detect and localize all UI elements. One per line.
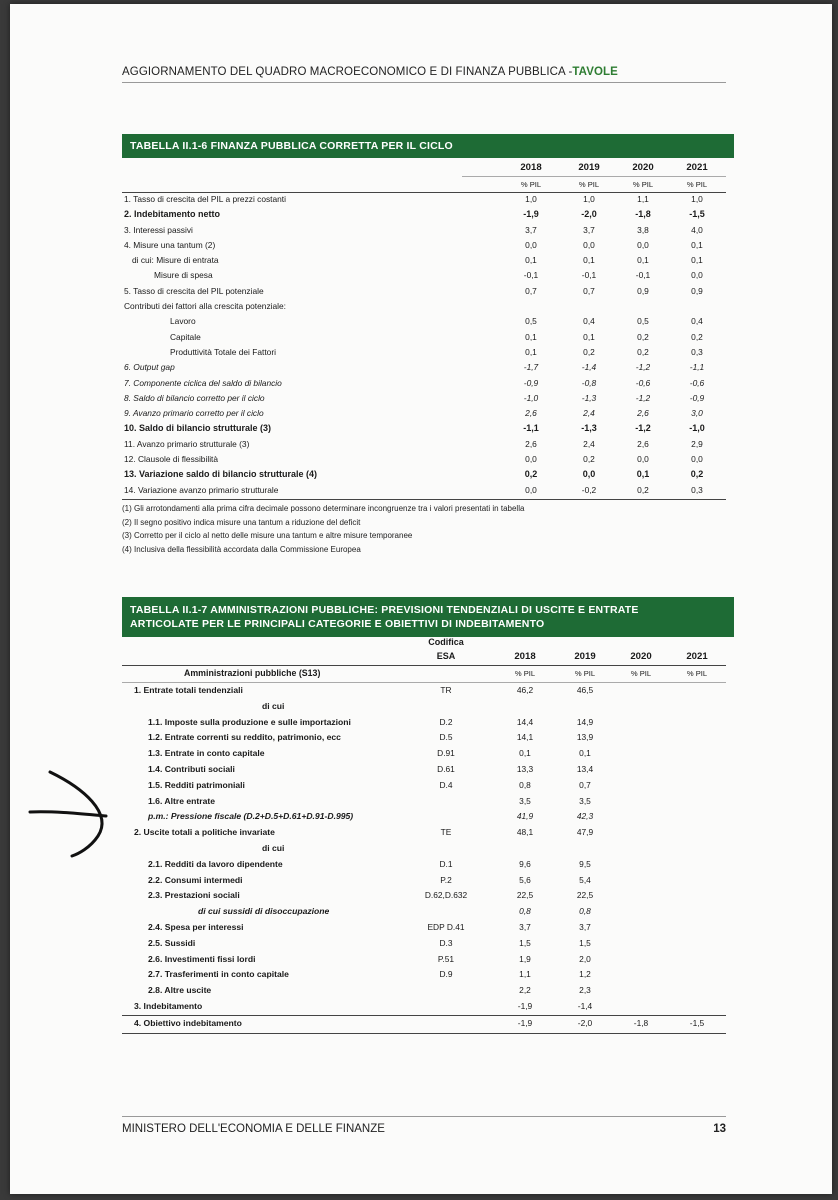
row-label: 14. Variazione avanzo primario strutturale [124, 484, 279, 495]
row-value: 0,0 [691, 270, 703, 281]
row-value: 3,7 [519, 921, 531, 932]
table-row [122, 999, 726, 1015]
table-row [122, 467, 726, 482]
row-value: 0,0 [583, 239, 595, 250]
row-value: 0,2 [690, 469, 704, 480]
table2-unit: % PIL [574, 669, 596, 678]
esa-code: D.62,D.632 [424, 890, 468, 901]
row-label: Contributi dei fattori alla crescita potenziale: [124, 301, 286, 312]
row-value: 0,1 [519, 748, 531, 759]
table-row [122, 299, 726, 314]
table-row [122, 936, 726, 952]
row-value: 46,2 [516, 685, 534, 695]
row-value: 5,6 [519, 874, 531, 885]
row-value: 0,1 [691, 239, 703, 250]
row-value: 0,8 [519, 906, 531, 917]
row-value: -1,1 [523, 423, 539, 434]
row-label: 2.8. Altre uscite [148, 985, 212, 996]
row-label: 1. Entrate totali tendenziali [134, 685, 243, 695]
table-row [122, 920, 726, 936]
row-value: 0,0 [637, 454, 649, 465]
row-label: 9. Avanzo primario corretto per il ciclo [124, 408, 264, 419]
row-label: di cui: Misure di entrata [132, 255, 219, 266]
row-value: 14,1 [516, 732, 534, 743]
row-value: 22,5 [576, 890, 594, 901]
row-value: 0,2 [583, 454, 595, 465]
table-row [122, 376, 726, 391]
table1-unit: % PIL [686, 180, 708, 189]
table-row [122, 391, 726, 406]
row-label: 1.5. Redditi patrimoniali [148, 779, 245, 790]
row-value: 0,2 [637, 346, 649, 357]
row-value: 48,1 [516, 827, 534, 838]
row-value: -0,8 [581, 377, 597, 388]
row-value: 2,3 [579, 985, 591, 996]
row-value: 3,0 [691, 408, 703, 419]
row-label: p.m.: Pressione fiscale (D.2+D.5+D.61+D.91-D.995) [148, 811, 354, 822]
table-row [122, 983, 726, 999]
row-value: -1,7 [523, 362, 539, 373]
table-row [122, 345, 726, 360]
esa-code: D.61 [437, 763, 455, 774]
row-value: 1,1 [637, 194, 649, 204]
row-value: 0,1 [691, 255, 703, 266]
row-value: -0,1 [635, 270, 651, 281]
row-value: 0,1 [636, 469, 650, 480]
row-value: -1,0 [523, 392, 539, 403]
esa-code: D.91 [437, 748, 455, 759]
divider [122, 1033, 726, 1034]
table-row [122, 452, 726, 467]
row-label: di cui [262, 700, 285, 711]
row-value: 3,7 [525, 224, 537, 235]
table1-year: 2018 [520, 162, 542, 173]
row-value: 3,5 [519, 795, 531, 806]
esa-code: P.2 [440, 874, 452, 885]
table-row [122, 794, 726, 810]
row-value: 4,0 [691, 224, 703, 235]
page-number: 13 [713, 1123, 726, 1135]
handwritten-arrow-icon [28, 768, 128, 860]
row-value: 2,2 [519, 985, 531, 996]
table2-body [122, 683, 726, 1032]
table-row [122, 841, 726, 857]
row-value: -1,3 [581, 392, 597, 403]
table1-unit: % PIL [578, 180, 600, 189]
row-value: 2,6 [525, 408, 537, 419]
row-value: -1,0 [689, 423, 705, 434]
row-value: -1,9 [523, 209, 539, 220]
note: (2) Il segno positivo indica misure una tantum a riduzione del deficit [122, 517, 361, 527]
row-label: 2.4. Spesa per interessi [148, 921, 244, 932]
table-row [122, 746, 726, 762]
table-row [122, 699, 726, 715]
row-value: 1,9 [519, 953, 531, 964]
row-value: 2,4 [583, 438, 595, 449]
row-label: 1.2. Entrate correnti su reddito, patrimonio, ecc [148, 732, 341, 743]
row-value: 0,1 [525, 346, 537, 357]
row-value: 0,5 [637, 316, 649, 327]
row-value: -1,4 [581, 362, 597, 373]
row-value: 0,0 [525, 484, 537, 495]
row-value: -1,8 [633, 1017, 649, 1028]
row-value: 5,4 [579, 874, 591, 885]
row-label: 2.3. Prestazioni sociali [148, 890, 240, 901]
row-value: 41,9 [516, 811, 534, 822]
row-value: 0,1 [579, 748, 591, 759]
row-label: Produttività Totale dei Fattori [170, 346, 276, 357]
esa-code: P.51 [437, 953, 455, 964]
row-value: 1,0 [583, 194, 595, 204]
row-value: 1,0 [691, 194, 703, 204]
row-value: 13,4 [576, 763, 594, 774]
table-row [122, 421, 726, 436]
row-value: 0,2 [637, 331, 649, 342]
row-value: 0,3 [691, 346, 703, 357]
table2-unit: % PIL [630, 669, 652, 678]
row-value: -0,9 [689, 392, 705, 403]
table1-year: 2021 [686, 162, 708, 173]
row-value: 0,2 [637, 484, 649, 495]
table2-year: 2019 [574, 651, 596, 662]
row-value: 0,5 [525, 316, 537, 327]
document-page [10, 4, 832, 1194]
row-value: -1,5 [689, 1017, 705, 1028]
table1-title: TABELLA II.1-6 FINANZA PUBBLICA CORRETTA PER IL CICLO [122, 134, 734, 158]
row-value: -0,1 [581, 270, 597, 281]
row-value: 46,5 [576, 685, 594, 695]
row-value: 2,9 [691, 438, 703, 449]
row-label: 1.3. Entrate in conto capitale [148, 748, 265, 759]
row-value: -1,5 [689, 209, 705, 220]
row-value: 0,0 [525, 454, 537, 465]
row-value: -1,2 [635, 392, 651, 403]
table2-title-line2: ARTICOLATE PER LE PRINCIPALI CATEGORIE E OBIETTIVI DI INDEBITAMENTO [130, 618, 545, 630]
table-row [122, 683, 726, 699]
row-value: 0,1 [637, 255, 649, 266]
row-label: 6. Output gap [124, 362, 175, 373]
table2-title-line1: TABELLA II.1-7 AMMINISTRAZIONI PUBBLICHE: PREVISIONI TENDENZIALI DI USCITE E ENTRATE [130, 604, 639, 616]
table2-unit: % PIL [686, 669, 708, 678]
table1-unit: % PIL [632, 180, 654, 189]
header-title: AGGIORNAMENTO DEL QUADRO MACROECONOMICO E DI FINANZA PUBBLICA - [122, 66, 573, 78]
table-row [122, 873, 726, 889]
row-value: -1,4 [577, 1000, 593, 1011]
table2-unit-row [122, 666, 726, 681]
row-value: -1,2 [635, 423, 651, 434]
esa-code: TE [440, 827, 452, 838]
row-label: 8. Saldo di bilancio corretto per il ciclo [124, 392, 265, 403]
row-value: -0,9 [523, 377, 539, 388]
row-value: 1,0 [525, 194, 537, 204]
row-label: 5. Tasso di crescita del PIL potenziale [124, 285, 264, 296]
row-value: 13,3 [516, 763, 534, 774]
row-label: 2.2. Consumi intermedi [148, 874, 243, 885]
sector-label: Amministrazioni pubbliche (S13) [184, 668, 321, 678]
table2-year: 2021 [686, 651, 708, 662]
esa-code: D.9 [439, 969, 453, 980]
esa-code: D.1 [439, 858, 453, 869]
esa-code: D.2 [439, 716, 453, 727]
row-value: -1,3 [581, 423, 597, 434]
row-value: 22,5 [516, 890, 534, 901]
table2-title [122, 597, 734, 637]
row-label: di cui [262, 842, 285, 853]
row-value: 0,1 [525, 255, 537, 266]
table2-unit: % PIL [514, 669, 536, 678]
row-value: -0,6 [689, 377, 705, 388]
page-footer [122, 1116, 726, 1135]
table1-unit: % PIL [520, 180, 542, 189]
table-row [122, 268, 726, 283]
table1-body [122, 192, 726, 498]
row-value: 0,7 [525, 285, 537, 296]
esa-code: D.5 [439, 732, 453, 743]
row-value: 0,7 [583, 285, 595, 296]
table-row [122, 715, 726, 731]
row-value: 3,8 [637, 224, 649, 235]
table-row [122, 809, 726, 825]
row-value: 2,0 [579, 953, 591, 964]
table1-unit-header [122, 177, 726, 192]
row-label: 2.6. Investimenti fissi lordi [148, 953, 256, 964]
row-value: 1,2 [579, 969, 591, 980]
row-value: -0,1 [523, 270, 539, 281]
table-row [122, 857, 726, 873]
row-value: 0,2 [691, 331, 703, 342]
row-value: 0,0 [691, 454, 703, 465]
row-label: 2.1. Redditi da lavoro dipendente [148, 858, 283, 869]
row-value: 0,8 [519, 779, 531, 790]
row-label: 3. Indebitamento [134, 1000, 203, 1011]
page-header [122, 66, 726, 83]
table1-notes [122, 502, 572, 556]
row-value: 47,9 [576, 827, 594, 838]
row-value: 2,6 [637, 408, 649, 419]
row-value: 0,1 [525, 331, 537, 342]
row-value: -0,6 [635, 377, 651, 388]
row-label: 11. Avanzo primario strutturale (3) [124, 438, 250, 449]
row-value: 0,7 [579, 779, 591, 790]
row-label: Capitale [170, 331, 201, 342]
row-value: -2,0 [577, 1017, 593, 1028]
row-label: 2.5. Sussidi [148, 937, 196, 948]
row-value: 2,4 [583, 408, 595, 419]
row-value: 3,7 [579, 921, 591, 932]
row-value: -1,2 [635, 362, 651, 373]
row-value: 0,0 [582, 469, 596, 480]
footer-ministry: MINISTERO DELL'ECONOMIA E DELLE FINANZE [122, 1123, 385, 1135]
table-row [122, 253, 726, 268]
esa-code: D.4 [439, 779, 453, 790]
row-value: 14,9 [576, 716, 594, 727]
note: (4) Inclusiva della flessibilità accordata dalla Commissione Europea [122, 544, 361, 554]
divider [122, 499, 726, 500]
row-label: Lavoro [170, 316, 196, 327]
row-value: 9,6 [519, 858, 531, 869]
row-label: Misure di spesa [154, 270, 213, 281]
table-row [122, 360, 726, 375]
row-label: 4. Misure una tantum (2) [124, 239, 216, 250]
header-highlight: TAVOLE [572, 66, 618, 78]
table-row [122, 406, 726, 421]
note: (1) Gli arrotondamenti alla prima cifra decimale possono determinare incongruenze tra i valori presentati in tabella [122, 504, 525, 513]
row-label: 12. Clausole di flessibilità [124, 454, 219, 465]
row-value: 0,2 [583, 346, 595, 357]
row-value: 2,6 [525, 438, 537, 449]
row-value: 0,3 [691, 484, 703, 495]
row-label: 1.1. Imposte sulla produzione e sulle importazioni [148, 716, 351, 727]
table1-year-header [122, 160, 726, 175]
row-label: 7. Componente ciclica del saldo di bilancio [124, 377, 282, 388]
table2-header [122, 636, 726, 664]
table-row [122, 762, 726, 778]
row-value: 14,4 [516, 716, 534, 727]
table-row [122, 238, 726, 253]
row-value: 1,1 [519, 969, 531, 980]
row-value: 0,4 [691, 316, 703, 327]
row-label: 3. Interessi passivi [124, 224, 193, 235]
row-label: 4. Obiettivo indebitamento [134, 1017, 242, 1028]
row-value: 0,0 [637, 239, 649, 250]
table-row [122, 967, 726, 983]
table2-year: 2018 [514, 651, 536, 662]
table-row [122, 207, 726, 222]
row-value: 3,7 [583, 224, 595, 235]
esa-header: Codifica [428, 637, 464, 647]
table-row [122, 483, 726, 498]
row-label: 1. Tasso di crescita del PIL a prezzi costanti [124, 194, 286, 204]
row-value: -2,0 [581, 209, 597, 220]
row-value: -1,8 [635, 209, 651, 220]
table2-year: 2020 [630, 651, 652, 662]
row-label: 2. Uscite totali a politiche invariate [134, 827, 275, 838]
row-value: 42,3 [576, 811, 594, 822]
row-label: 13. Variazione saldo di bilancio strutturale (4) [124, 469, 318, 480]
note: (3) Corretto per il ciclo al netto delle misure una tantum e altre misure temporanee [122, 531, 413, 540]
table-row [122, 888, 726, 904]
table-row [122, 314, 726, 329]
row-label: 2.7. Trasferimenti in conto capitale [148, 969, 289, 980]
row-value: -1,9 [517, 1017, 533, 1028]
row-value: 0,4 [583, 316, 595, 327]
table-row [122, 330, 726, 345]
table-row [122, 437, 726, 452]
row-value: 0,8 [579, 906, 591, 917]
table-row [122, 730, 726, 746]
table1-year: 2019 [578, 162, 600, 173]
table1-year: 2020 [632, 162, 654, 173]
row-value: 0,0 [525, 239, 537, 250]
row-label: 1.6. Altre entrate [148, 795, 216, 806]
row-value: 0,2 [524, 469, 538, 480]
row-value: -1,9 [517, 1000, 533, 1011]
row-value: 0,1 [583, 255, 595, 266]
row-label: di cui sussidi di disoccupazione [198, 906, 330, 917]
esa-code: EDP D.41 [427, 921, 465, 932]
row-label: 2. Indebitamento netto [124, 209, 221, 220]
row-label: 1.4. Contributi sociali [148, 763, 235, 774]
row-value: 0,9 [637, 285, 649, 296]
row-value: 13,9 [576, 732, 594, 743]
row-value: -0,2 [581, 484, 597, 495]
row-value: 0,1 [583, 331, 595, 342]
table-row [122, 952, 726, 968]
table-row [122, 284, 726, 299]
table-row [122, 825, 726, 841]
table-row [122, 904, 726, 920]
row-value: -1,1 [689, 362, 705, 373]
table-row [122, 223, 726, 238]
row-value: 9,5 [579, 858, 591, 869]
row-value: 3,5 [579, 795, 591, 806]
row-value: 1,5 [519, 937, 531, 948]
table-row [122, 778, 726, 794]
row-value: 2,6 [637, 438, 649, 449]
esa-code: D.3 [439, 937, 453, 948]
row-value: 0,9 [691, 285, 703, 296]
row-value: 1,5 [579, 937, 591, 948]
esa-code: TR [440, 685, 452, 695]
row-label: 10. Saldo di bilancio strutturale (3) [124, 423, 272, 434]
table-row [122, 192, 726, 207]
esa-header: ESA [436, 651, 456, 661]
table-row [122, 1015, 726, 1032]
